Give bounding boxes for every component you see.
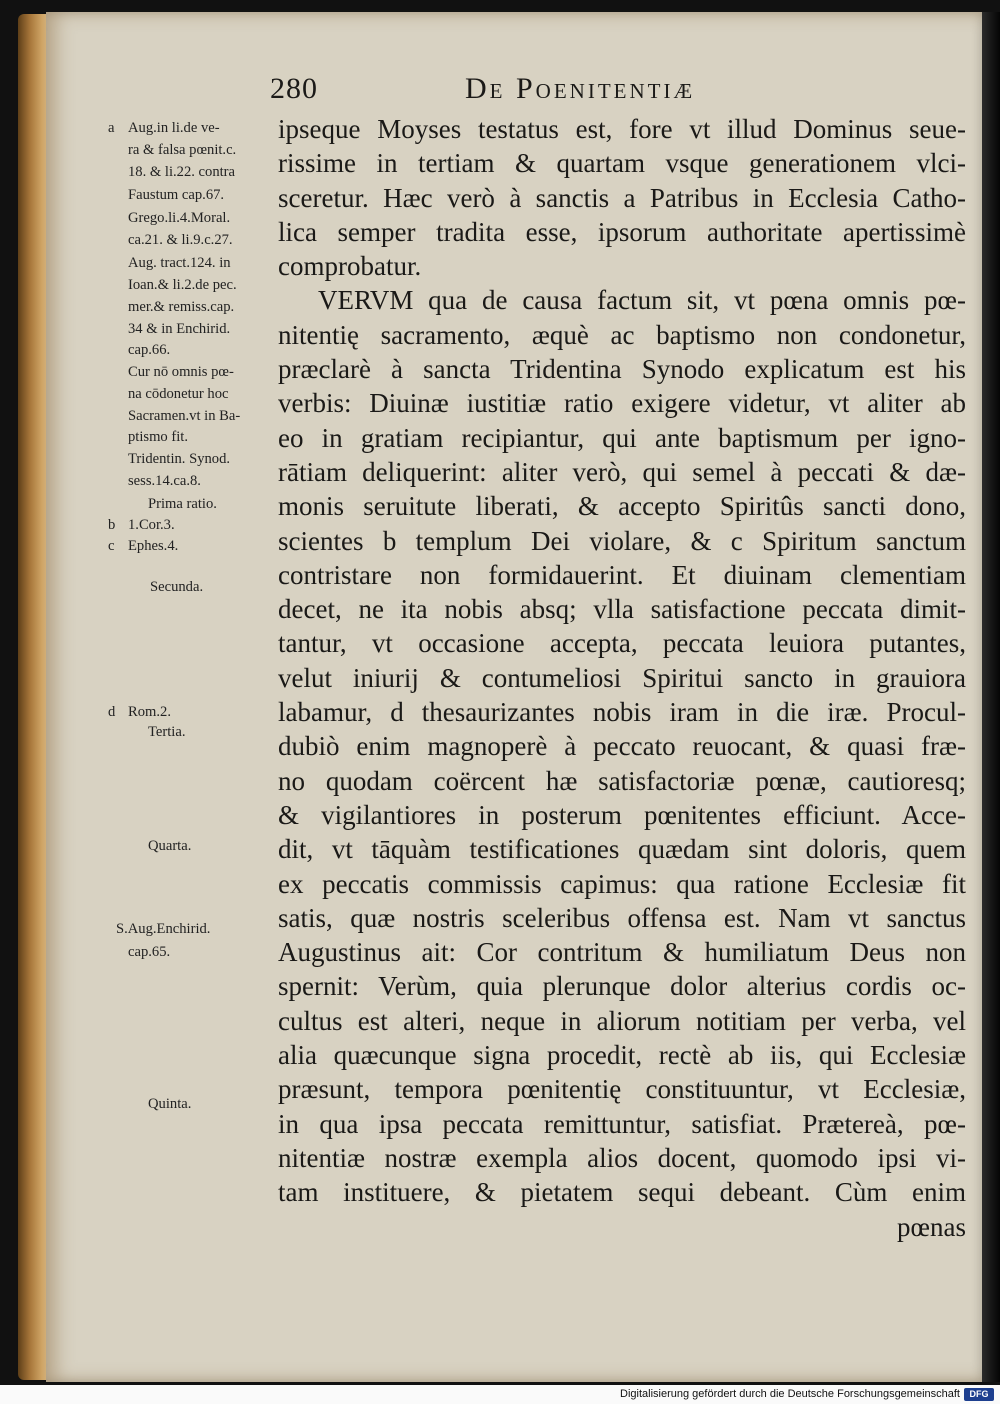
text-line: tantur, vt occasione accepta, peccata leuiora putantes, — [278, 628, 966, 659]
text-line: præclarè à sancta Tridentina Synodo explicatum est his — [278, 354, 966, 385]
text-line: VERVM qua de causa factum sit, vt pœna omnis pœ- — [318, 285, 966, 316]
text-line: lica semper tradita esse, ipsorum authoritate apertissimè — [278, 216, 966, 247]
page-number: 280 — [270, 72, 318, 105]
margin-note: ca.21. & li.9.c.27. — [128, 232, 233, 248]
margin-note: 34 & in Enchirid. — [128, 321, 231, 337]
margin-note: Aug. tract.124. in — [128, 255, 231, 271]
dfg-logo-icon: DFG — [964, 1388, 994, 1401]
margin-note: Tertia. — [148, 724, 186, 740]
text-line: satis, quæ nostris sceleribus offensa est. Nam vt sanctus — [278, 902, 966, 933]
margin-note: cap.65. — [128, 944, 171, 960]
text-line: monis seruitute liberati, & accepto Spiritûs sancti dono, — [278, 491, 966, 522]
margin-note: Tridentin. Synod. — [128, 451, 231, 467]
text-line: eo in gratiam recipiantur, qui ante baptismum per igno- — [278, 422, 966, 453]
text-line: tam instituere, & pietatem sequi debeant. Cùm enim — [278, 1177, 966, 1208]
page-shadow — [982, 12, 1000, 1382]
text-line: cultus est alteri, neque in aliorum notitiam per verba, vel — [278, 1005, 966, 1036]
text-line: rātiam deliquerint: aliter verò, qui semel à peccati & dæ- — [278, 456, 966, 487]
margin-note: na cōdonetur hoc — [128, 386, 229, 402]
margin-note: mer.& remiss.cap. — [128, 299, 235, 315]
text-line: & vigilantiores in posterum pœnitentes efficiunt. Acce- — [278, 799, 966, 830]
page-header — [270, 72, 970, 112]
text-line: labamur, d thesaurizantes nobis iram in die iræ. Procul- — [278, 697, 966, 728]
margin-note: cap.66. — [128, 342, 171, 358]
margin-note: Cur nō omnis pœ- — [128, 364, 234, 380]
running-title: De Poenitentiæ — [465, 72, 696, 105]
margin-note: Ioan.& li.2.de pec. — [128, 277, 237, 293]
margin-note: Secunda. — [150, 579, 204, 595]
text-line: contristare non formidauerint. Et diuinam clementiam — [278, 559, 966, 590]
catchword: pœnas — [897, 1211, 966, 1242]
margin-note: S.Aug.Enchirid. — [116, 921, 211, 937]
margin-note: Quinta. — [148, 1096, 192, 1112]
margin-note: Quarta. — [148, 838, 192, 854]
text-line: decet, ne ita nobis absq; vlla satisfactione peccata dimit- — [278, 594, 966, 625]
margin-note: Faustum cap.67. — [128, 187, 225, 203]
text-line: scientes b templum Dei violare, & c Spiritum sanctum — [278, 525, 966, 556]
margin-note: Prima ratio. — [148, 496, 217, 512]
text-line: alia quæcunque signa procedit, rectè ab iis, qui Ecclesiæ — [278, 1040, 966, 1071]
margin-note: ptismo fit. — [128, 429, 188, 445]
text-line: nitentiæ nostræ exempla alios docent, quomodo ipsi vi- — [278, 1142, 966, 1173]
margin-note: a Aug.in li.de ve- — [108, 120, 220, 136]
text-line: no quodam coërcent hæ satisfactoriæ pœnæ, cautioresq; — [278, 765, 966, 796]
text-line: nitentię sacramento, æquè ac baptismo non condonetur, — [278, 319, 966, 350]
text-line: velut iniurij & contumeliosi Spiritui sancto in grauiora — [278, 662, 966, 693]
body-text — [278, 112, 966, 1244]
text-line: dubiò enim magnoperè à peccato reuocant, & quasi fræ- — [278, 731, 966, 762]
margin-note: sess.14.ca.8. — [128, 473, 201, 489]
margin-note: b 1.Cor.3. — [108, 517, 175, 533]
text-line: præsunt, tempora pœnitentię constituuntur, vt Ecclesiæ, — [278, 1074, 966, 1105]
footer-credit: Digitalisierung gefördert durch die Deutsche Forschungsgemeinschaft — [620, 1388, 960, 1400]
text-line: comprobatur. — [278, 251, 422, 282]
text-line: verbis: Diuinæ iustitiæ ratio exigere videtur, vt aliter ab — [278, 388, 966, 419]
text-line: rissime in tertiam & quartam vsque generationem vlci- — [278, 148, 966, 179]
text-line: sceretur. Hæc verò à sanctis a Patribus in Ecclesia Catho- — [278, 182, 966, 213]
footer-credit-bar — [0, 1385, 1000, 1404]
margin-note: c Ephes.4. — [108, 538, 179, 554]
text-line: Augustinus ait: Cor contritum & humiliatum Deus non — [278, 937, 966, 968]
margin-note: ra & falsa pœnit.c. — [128, 142, 237, 158]
margin-note: Sacramen.vt in Ba- — [128, 408, 241, 424]
text-line: dit, vt tāquàm testificationes quædam sint doloris, quem — [278, 834, 966, 865]
margin-note: 18. & li.22. contra — [128, 164, 236, 180]
margin-note: d Rom.2. — [108, 704, 171, 720]
text-line: ex peccatis commissis capimus: qua ratione Ecclesiæ fit — [278, 868, 966, 899]
text-line: spernit: Verùm, quia plerunque dolor alterius cordis oc- — [278, 971, 966, 1002]
text-line: in qua ipsa peccata remittuntur, satisfiat. Prætereà, pœ- — [278, 1108, 966, 1139]
text-line: ipseque Moyses testatus est, fore vt illud Dominus seue- — [278, 114, 966, 144]
margin-note: Grego.li.4.Moral. — [128, 210, 231, 226]
